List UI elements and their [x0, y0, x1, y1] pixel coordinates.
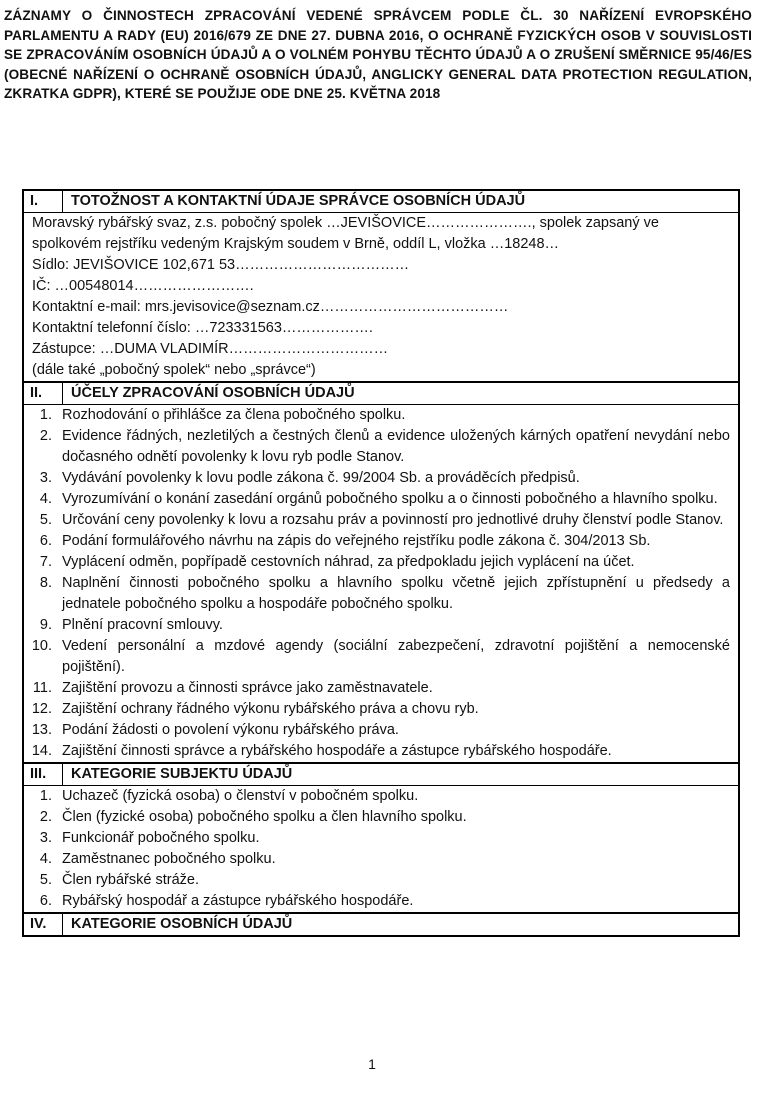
list-item: [24, 891, 738, 912]
list-item: [24, 849, 738, 870]
item-text: Funkcionář pobočného spolku.: [62, 830, 260, 846]
identity-text: Moravský rybářský svaz, z.s. pobočný spolek …JEVIŠOVICE…………………., spolek zapsaný ve: [32, 215, 659, 231]
item-number: 7.: [39, 554, 52, 570]
item-number: 2.: [39, 428, 52, 444]
section-1-number: I.: [24, 191, 63, 212]
section-4-title: KATEGORIE OSOBNÍCH ÚDAJŮ: [71, 916, 293, 932]
identity-line: [32, 213, 730, 234]
list-item: [24, 870, 738, 891]
section-3-heading: [24, 762, 738, 785]
item-text: Vyplácení odměn, popřípadě cestovních náhrad, za předpokladu jejich vyplácení na účet.: [62, 554, 635, 570]
item-text: Plnění pracovní smlouvy.: [62, 617, 223, 633]
identity-text: Zástupce: …DUMA VLADIMÍR……………………………: [32, 341, 389, 357]
item-number: 1.: [39, 788, 52, 804]
identity-text: IČ: …00548014…………………….: [32, 278, 254, 294]
item-text: Člen (fyzické osoba) pobočného spolku a člen hlavního spolku.: [62, 809, 467, 825]
identity-line: [32, 360, 730, 381]
item-number: 5.: [39, 512, 52, 528]
page-number: 1: [368, 1056, 376, 1072]
section-4-heading: [24, 912, 738, 935]
identity-text: Kontaktní telefonní číslo: …723331563……………….: [32, 320, 373, 336]
identity-line: [32, 255, 730, 276]
item-number: 8.: [39, 575, 52, 591]
list-item: [24, 489, 738, 510]
list-item: [24, 828, 738, 849]
list-item: [24, 426, 738, 468]
item-number: 6.: [39, 533, 52, 549]
item-number: 12.: [31, 701, 52, 717]
identity-text: Sídlo: JEVIŠOVICE 102,671 53………………………………: [32, 257, 410, 273]
section-3-title: KATEGORIE SUBJEKTU ÚDAJŮ: [71, 766, 293, 782]
item-number: 4.: [39, 851, 52, 867]
section-2-title: ÚČELY ZPRACOVÁNÍ OSOBNÍCH ÚDAJŮ: [71, 385, 355, 401]
document-header: [4, 6, 752, 104]
list-item: [24, 636, 738, 678]
item-number: 11.: [32, 680, 52, 696]
section-1-title: TOTOŽNOST A KONTAKTNÍ ÚDAJE SPRÁVCE OSOBNÍCH ÚDAJŮ: [71, 193, 526, 209]
section-4-number: IV.: [24, 914, 63, 935]
item-number: 4.: [39, 491, 52, 507]
identity-line: [32, 339, 730, 360]
item-text: Evidence řádných, nezletilých a čestných členů a evidence uložených kárných opatření nevydání nebo dočasného odnětí povolenky k lovu ryb podle Stanov.: [62, 428, 730, 465]
identity-line: [32, 318, 730, 339]
list-item: [24, 552, 738, 573]
section-2-heading: [24, 381, 738, 404]
list-item: [24, 531, 738, 552]
identity-text: spolkovém rejstříku vedeným Krajským soudem v Brně, oddíl L, vložka …18248…: [32, 236, 560, 252]
item-number: 3.: [39, 830, 52, 846]
item-number: 5.: [39, 872, 52, 888]
item-number: 9.: [39, 617, 52, 633]
list-item: [24, 573, 738, 615]
list-item: [24, 678, 738, 699]
list-item: [24, 405, 738, 426]
section-1-heading: [24, 191, 738, 212]
item-text: Člen rybářské stráže.: [62, 872, 199, 888]
subjects-list: [24, 785, 738, 912]
list-item: [24, 615, 738, 636]
item-text: Zaměstnanec pobočného spolku.: [62, 851, 276, 867]
list-item: [24, 720, 738, 741]
item-text: Zajištění provozu a činnosti správce jako zaměstnavatele.: [62, 680, 433, 696]
item-text: Vedení personální a mzdové agendy (sociální zabezpečení, zdravotní pojištění a nemocenské pojištění).: [62, 638, 730, 675]
list-item: [24, 786, 738, 807]
item-text: Naplnění činnosti pobočného spolku a hlavního spolku včetně jejich zpřístupnění u předsedy a jednatele pobočného spolku a hospodáře pobočného spolku.: [62, 575, 730, 612]
item-number: 2.: [39, 809, 52, 825]
controller-identity: [24, 212, 738, 381]
item-text: Rybářský hospodář a zástupce rybářského hospodáře.: [62, 893, 414, 909]
item-number: 3.: [39, 470, 52, 486]
item-text: Určování ceny povolenky k lovu a rozsahu práv a povinností pro jednotlivé druhy členství podle Stanov.: [62, 512, 724, 528]
item-text: Podání formulářového návrhu na zápis do veřejného rejstříku podle zákona č. 304/2013 Sb.: [62, 533, 651, 549]
purposes-list: [24, 404, 738, 762]
identity-line: [32, 276, 730, 297]
identity-line: [32, 297, 730, 318]
item-text: Rozhodování o přihlášce za člena pobočného spolku.: [62, 407, 406, 423]
identity-text: Kontaktní e-mail: mrs.jevisovice@seznam.cz…………………………………: [32, 299, 509, 315]
identity-text: (dále také „pobočný spolek“ nebo „správce“): [32, 362, 316, 378]
item-number: 10.: [31, 638, 52, 654]
list-item: [24, 699, 738, 720]
list-item: [24, 510, 738, 531]
list-item: [24, 807, 738, 828]
item-text: Uchazeč (fyzická osoba) o členství v pobočném spolku.: [62, 788, 419, 804]
item-text: Zajištění činnosti správce a rybářského hospodáře a zástupce rybářského hospodáře.: [62, 743, 612, 759]
section-3-number: III.: [24, 764, 63, 785]
item-number: 6.: [39, 893, 52, 909]
item-text: Vyrozumívání o konání zasedání orgánů pobočného spolku a o činnosti pobočného a hlavního spolku.: [62, 491, 718, 507]
list-item: [24, 468, 738, 489]
identity-line: [32, 234, 730, 255]
item-number: 14.: [31, 743, 52, 759]
header-text: ZÁZNAMY O ČINNOSTECH ZPRACOVÁNÍ VEDENÉ SPRÁVCEM PODLE ČL. 30 NAŘÍZENÍ EVROPSKÉHO PARLAMENTU A RADY (EU) 2016/679 ZE DNE 27. DUBNA 2016, O OCHRANĚ FYZICKÝCH OSOB V SOUVISLOSTI SE ZPRACOVÁNÍM OSOBNÍCH ÚDAJŮ A O VOLNÉM POHYBU TĚCHTO ÚDAJŮ A O ZRUŠENÍ SMĚRNICE 95/46/ES (OBECNÉ NAŘÍZENÍ O OCHRANĚ OSOBNÍCH ÚDAJŮ, ANGLICKY GENERAL DATA PROTECTION REGULATION, ZKRATKA GDPR), KTERÉ SE POUŽIJE ODE DNE 25. KVĚTNA 2018: [4, 8, 752, 101]
list-item: [24, 741, 738, 762]
item-text: Vydávání povolenky k lovu podle zákona č. 99/2004 Sb. a prováděcích předpisů.: [62, 470, 580, 486]
records-table: [22, 189, 740, 937]
section-2-number: II.: [24, 383, 63, 404]
item-text: Zajištění ochrany řádného výkonu rybářského práva a chovu ryb.: [62, 701, 479, 717]
item-text: Podání žádosti o povolení výkonu rybářského práva.: [62, 722, 399, 738]
item-number: 13.: [31, 722, 52, 738]
item-number: 1.: [39, 407, 52, 423]
